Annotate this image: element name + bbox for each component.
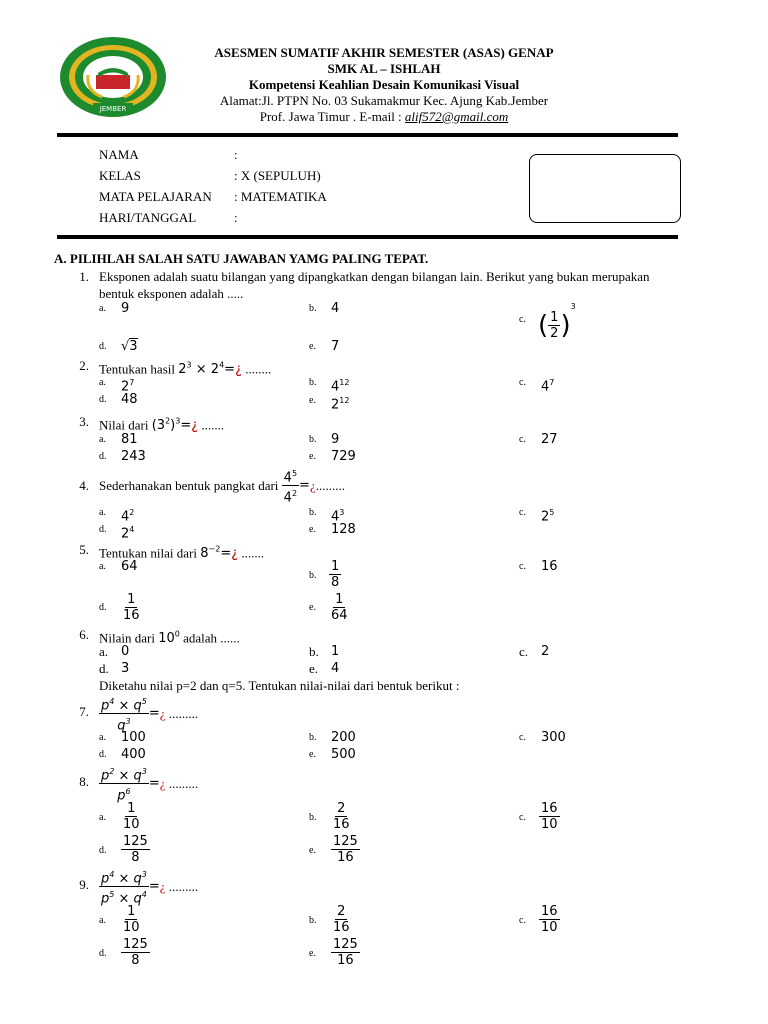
question-prefix: Tentukan hasil xyxy=(99,361,179,377)
fraction-denominator: 10 xyxy=(541,817,558,832)
paren: ) xyxy=(170,418,176,434)
placeholder-mark: ¿ xyxy=(309,477,316,493)
option-letter: a. xyxy=(99,644,109,659)
option-letter: a. xyxy=(99,561,106,572)
option-value xyxy=(121,834,150,865)
blank-dots: ........ xyxy=(241,361,272,377)
fraction-denominator: 8 xyxy=(131,850,140,865)
nama-value: : xyxy=(234,147,238,162)
equals-sign: = xyxy=(299,477,310,493)
option-value xyxy=(541,375,554,395)
placeholder-mark: ¿ xyxy=(235,362,242,378)
option-value xyxy=(331,834,360,865)
exponent: 3 xyxy=(339,508,345,517)
base: 2 xyxy=(541,509,550,525)
option-value: 81 xyxy=(121,432,138,447)
option-value xyxy=(331,904,352,935)
question-prefix: Nilain dari xyxy=(99,630,159,646)
option-letter: c. xyxy=(519,377,526,388)
exam-title: ASESMEN SUMATIF AKHIR SEMESTER (ASAS) GENAP xyxy=(214,45,554,60)
question-text: bentuk eksponen adalah ..... xyxy=(99,286,244,301)
option-value: 243 xyxy=(121,449,146,464)
equals-sign: = xyxy=(180,418,192,434)
fraction-numerator: 125 xyxy=(333,834,358,849)
email-link[interactable]: alif572@gmail.com xyxy=(404,109,509,124)
option-value: 7 xyxy=(331,339,340,354)
base: 10 xyxy=(158,631,175,647)
question-number: 7. xyxy=(79,704,89,719)
option-value: ( $\frac{1}{2}$ )$^3$ xyxy=(538,302,576,341)
exponent: 5 xyxy=(549,508,555,517)
exponent: 0 xyxy=(174,630,180,639)
option-letter: d. xyxy=(99,661,109,676)
option-letter: b. xyxy=(309,915,317,926)
fraction-numerator: 2 xyxy=(337,904,346,919)
score-box xyxy=(529,154,681,223)
base: 8 xyxy=(200,546,209,562)
option-value xyxy=(121,339,138,355)
option-letter: c. xyxy=(519,507,526,518)
fraction-denominator: 16 xyxy=(337,953,354,968)
fraction: $\frac{p^2 \times q^3}{p^6}$ xyxy=(99,764,149,804)
fraction-denominator: 64 xyxy=(331,608,348,623)
blank-dots: ......... xyxy=(165,878,199,894)
option-value: 2 xyxy=(541,644,550,659)
question-number: 4. xyxy=(79,478,89,493)
base: 4 xyxy=(283,470,292,486)
question-number: 5. xyxy=(79,542,89,557)
placeholder-mark: ¿ xyxy=(231,546,239,562)
option-value xyxy=(121,801,142,832)
base: (3 xyxy=(151,418,166,434)
option-value xyxy=(331,393,349,413)
blank-dots: ......... xyxy=(315,477,345,493)
question-number: 9. xyxy=(79,877,89,892)
option-value: 64 xyxy=(121,559,138,574)
fraction-denominator: 8 xyxy=(131,953,140,968)
option-letter: c. xyxy=(519,732,526,743)
option-letter: d. xyxy=(99,341,107,352)
option-letter: d. xyxy=(99,394,107,405)
option-letter: e. xyxy=(309,451,316,462)
base: 4 xyxy=(331,509,340,525)
option-value: 16 xyxy=(541,559,558,574)
option-letter: b. xyxy=(309,732,317,743)
option-value: 100 xyxy=(121,730,146,745)
fraction-denominator: 10 xyxy=(123,817,140,832)
option-value: 4 xyxy=(331,301,340,316)
option-letter: e. xyxy=(309,341,316,352)
sqrt-icon: √ xyxy=(121,339,130,354)
option-value: 4 xyxy=(331,661,340,676)
exponent: −2 xyxy=(208,545,221,554)
option-letter: c. xyxy=(519,644,529,659)
question-number: 8. xyxy=(79,774,89,789)
fraction-numerator: 125 xyxy=(333,937,358,952)
exponent: 7 xyxy=(129,378,135,387)
school-address: Alamat:Jl. PTPN No. 03 Sukamakmur Kec. Ajung Kab.Jember xyxy=(219,93,549,108)
option-letter: a. xyxy=(99,377,106,388)
exponent: 3 xyxy=(186,361,192,370)
question-prefix: Nilai dari xyxy=(99,417,152,433)
program-name: Kompetensi Keahlian Desain Komunikasi Visual xyxy=(248,77,520,92)
option-letter: e. xyxy=(309,749,316,760)
option-value: 3 xyxy=(121,661,130,676)
fraction-numerator: 1 xyxy=(331,559,340,574)
question-text: $\frac{p^2 \times q^3}{p^6}$ =¿ ......... xyxy=(99,764,198,804)
hari-label: HARI/TANGGAL xyxy=(99,210,197,225)
option-letter: d. xyxy=(99,602,107,613)
fraction-numerator: 1 xyxy=(550,310,559,325)
exponent: 2 xyxy=(291,489,298,499)
kelas-value: : X (SEPULUH) xyxy=(234,168,321,183)
base: 2 xyxy=(178,362,187,378)
exponent: 12 xyxy=(339,396,350,405)
given-values: Diketahu nilai p=2 dan q=5. Tentukan nilai-nilai dari bentuk berikut : xyxy=(99,678,460,693)
option-value: 0 xyxy=(121,644,130,659)
option-letter: a. xyxy=(99,915,106,926)
blank-dots: ......... xyxy=(165,775,199,791)
base: 4 xyxy=(541,379,550,395)
fraction-denominator: 2 xyxy=(550,326,559,341)
fraction-numerator: 1 xyxy=(127,904,136,919)
option-value: 48 xyxy=(121,392,138,407)
fraction-denominator: 10 xyxy=(541,920,558,935)
exponent: 2 xyxy=(165,417,171,426)
equals-sign: = xyxy=(220,546,232,562)
section-heading: A. PILIHLAH SALAH SATU JAWABAN YAMG PALING TEPAT. xyxy=(54,251,429,266)
option-letter: a. xyxy=(99,507,106,518)
option-letter: b. xyxy=(309,303,317,314)
option-letter: d. xyxy=(99,845,107,856)
option-value xyxy=(121,592,142,623)
option-value: 200 xyxy=(331,730,356,745)
header-divider xyxy=(57,133,678,137)
question-number: 1. xyxy=(79,269,89,284)
fraction-denominator: 16 xyxy=(337,850,354,865)
question-text xyxy=(99,466,345,506)
svg-text:JEMBER: JEMBER xyxy=(99,105,127,113)
exponent: 4 xyxy=(219,361,225,370)
option-letter: a. xyxy=(99,303,106,314)
exponent: 3 xyxy=(175,417,181,426)
option-value: 27 xyxy=(541,432,558,447)
option-letter: e. xyxy=(309,602,316,613)
option-letter: d. xyxy=(99,749,107,760)
fraction-denominator: 16 xyxy=(123,608,140,623)
option-letter: b. xyxy=(309,812,317,823)
option-value xyxy=(541,505,554,525)
option-value xyxy=(329,559,341,590)
option-letter: b. xyxy=(309,377,317,388)
base: 4 xyxy=(121,509,130,525)
radicand: 3 xyxy=(129,339,138,354)
province-label: Prof. Jawa Timur . E-mail : xyxy=(259,109,405,124)
question-number: 3. xyxy=(79,414,89,429)
expression xyxy=(178,362,242,377)
blank-dots: ....... xyxy=(198,417,225,433)
nama-label: NAMA xyxy=(99,147,139,162)
option-letter: e. xyxy=(309,395,316,406)
option-value xyxy=(331,937,360,968)
fraction xyxy=(282,466,299,506)
fraction-denominator: 8 xyxy=(331,575,340,590)
placeholder-mark: ¿ xyxy=(191,418,199,434)
fraction-denominator: 10 xyxy=(123,920,140,935)
expression xyxy=(152,418,198,433)
expression xyxy=(200,546,238,561)
option-value: 300 xyxy=(541,730,566,745)
fraction-numerator: 125 xyxy=(123,937,148,952)
option-value xyxy=(329,592,350,623)
question-text: Eksponen adalah suatu bilangan yang dipangkatkan dengan bilangan lain. Berikut yang bukan merupakan xyxy=(99,269,650,284)
operator: × 2 xyxy=(191,362,220,378)
exponent: 3 xyxy=(570,302,576,311)
option-value: 128 xyxy=(331,522,356,537)
option-letter: b. xyxy=(309,644,319,659)
option-value: 729 xyxy=(331,449,356,464)
blank-dots: ....... xyxy=(238,545,265,561)
question-prefix: Sederhanakan bentuk pangkat dari xyxy=(99,477,282,493)
option-value: 9 xyxy=(121,301,130,316)
option-letter: a. xyxy=(99,434,106,445)
option-letter: a. xyxy=(99,812,106,823)
option-letter: e. xyxy=(309,845,316,856)
option-letter: c. xyxy=(519,561,526,572)
school-name: SMK AL – ISHLAH xyxy=(327,61,441,76)
kelas-label: KELAS xyxy=(99,168,141,183)
option-value: 400 xyxy=(121,747,146,762)
option-value xyxy=(539,904,560,935)
identity-divider xyxy=(57,235,678,239)
mapel-value: : MATEMATIKA xyxy=(234,189,327,204)
option-letter: c. xyxy=(519,812,526,823)
fraction: $\frac{p^4 \times q^3}{p^5 \times q^4}$ xyxy=(99,867,149,907)
option-letter: b. xyxy=(309,434,317,445)
option-value xyxy=(121,937,150,968)
question-number: 6. xyxy=(79,627,89,642)
option-value xyxy=(539,801,560,832)
base: 2 xyxy=(331,397,340,413)
mapel-label: MATA PELAJARAN xyxy=(99,189,212,204)
question-text: $\frac{p^4 \times q^5}{q^3}$ =¿ ......... xyxy=(99,694,198,734)
fraction-numerator: 16 xyxy=(541,904,558,919)
exponent: 5 xyxy=(291,469,298,478)
option-letter: d. xyxy=(99,524,107,535)
option-letter: d. xyxy=(99,451,107,462)
option-letter: d. xyxy=(99,948,107,959)
question-text xyxy=(99,414,224,434)
option-letter: a. xyxy=(99,732,106,743)
fraction: $\frac{p^4 \times q^5}{q^3}$ xyxy=(99,694,149,734)
option-letter: c. xyxy=(519,314,526,325)
option-letter: b. xyxy=(309,507,317,518)
question-number: 2. xyxy=(79,358,89,373)
fraction-numerator: 125 xyxy=(123,834,148,849)
question-text: $\frac{p^4 \times q^3}{p^5 \times q^4}$ =¿ ......... xyxy=(99,867,198,907)
exponent: 12 xyxy=(339,378,350,387)
contact-line xyxy=(0,109,768,125)
equals-sign: = xyxy=(224,362,236,378)
fraction-denominator: 16 xyxy=(333,817,350,832)
fraction-numerator: 1 xyxy=(127,801,136,816)
exponent: 4 xyxy=(129,525,135,534)
exponent: 2 xyxy=(129,508,135,517)
option-value xyxy=(331,801,352,832)
option-value: 500 xyxy=(331,747,356,762)
blank-dots: ......... xyxy=(165,705,199,721)
option-value xyxy=(121,904,142,935)
option-letter: c. xyxy=(519,434,526,445)
option-letter: e. xyxy=(309,948,316,959)
option-letter: e. xyxy=(309,661,319,676)
base: 4 xyxy=(331,379,340,395)
option-letter: c. xyxy=(519,915,526,926)
base: 4 xyxy=(283,490,292,506)
fraction-numerator: 1 xyxy=(127,592,136,607)
fraction-denominator: 16 xyxy=(333,920,350,935)
base: 2 xyxy=(121,526,130,542)
option-value: 9 xyxy=(331,432,340,447)
option-value: 1 xyxy=(331,644,340,659)
option-value xyxy=(121,522,134,542)
base: 2 xyxy=(121,379,130,395)
exponent: 7 xyxy=(549,378,555,387)
expression xyxy=(158,631,180,646)
question-suffix: adalah ...... xyxy=(179,630,240,646)
fraction-numerator: 1 xyxy=(335,592,344,607)
fraction-numerator: 16 xyxy=(541,801,558,816)
question-prefix: Tentukan nilai dari xyxy=(99,545,201,561)
fraction-numerator: 2 xyxy=(337,801,346,816)
hari-value: : xyxy=(234,210,238,225)
option-letter: b. xyxy=(309,570,317,581)
option-letter: e. xyxy=(309,524,316,535)
